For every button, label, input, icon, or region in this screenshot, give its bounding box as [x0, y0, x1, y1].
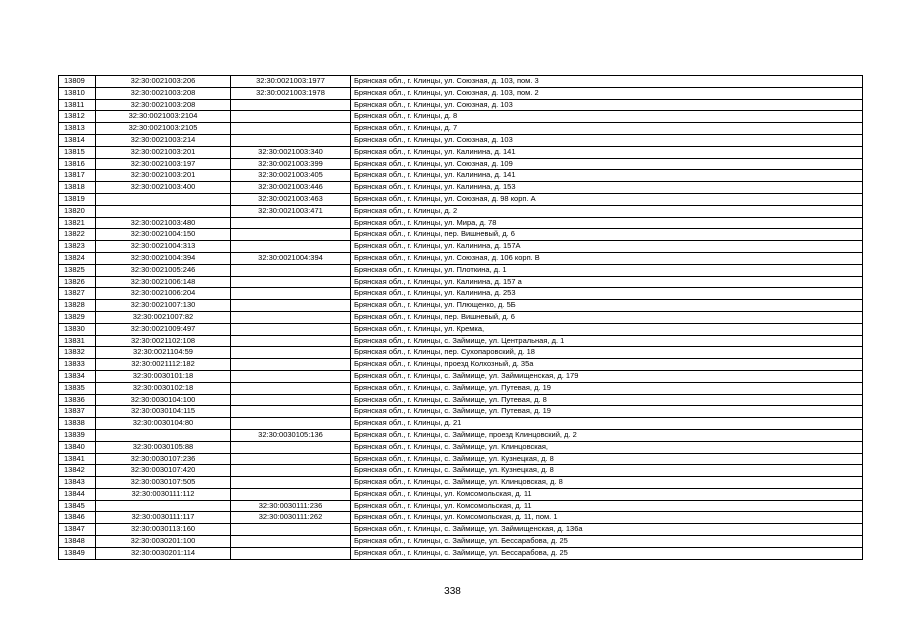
row-number-cell: 13823 [59, 241, 96, 253]
row-number-cell: 13817 [59, 170, 96, 182]
address-cell: Брянская обл., г. Клинцы, ул. Калинина, д. 157 а [351, 276, 863, 288]
registry-table-container [58, 75, 862, 560]
row-number-cell: 13847 [59, 524, 96, 536]
table-row [59, 276, 863, 288]
table-row [59, 394, 863, 406]
address-cell: Брянская обл., г. Клинцы, с. Займище, ул. Клинцовская, д. 8 [351, 477, 863, 489]
cadastral-number-cell: 32:30:0021003:2104 [96, 111, 231, 123]
related-cadastral-number-cell: 32:30:0030111:262 [231, 512, 351, 524]
related-cadastral-number-cell [231, 335, 351, 347]
table-row [59, 488, 863, 500]
related-cadastral-number-cell [231, 311, 351, 323]
address-cell: Брянская обл., г. Клинцы, д. 8 [351, 111, 863, 123]
cadastral-number-cell: 32:30:0021003:197 [96, 158, 231, 170]
row-number-cell: 13816 [59, 158, 96, 170]
cadastral-number-cell: 32:30:0021112:182 [96, 359, 231, 371]
related-cadastral-number-cell: 32:30:0030111:236 [231, 500, 351, 512]
table-row [59, 311, 863, 323]
row-number-cell: 13809 [59, 76, 96, 88]
cadastral-number-cell: 32:30:0030107:420 [96, 465, 231, 477]
table-row [59, 264, 863, 276]
cadastral-number-cell: 32:30:0021003:400 [96, 182, 231, 194]
table-row [59, 512, 863, 524]
address-cell: Брянская обл., г. Клинцы, ул. Плющенко, д. 5Б [351, 300, 863, 312]
table-row [59, 524, 863, 536]
row-number-cell: 13815 [59, 146, 96, 158]
address-cell: Брянская обл., г. Клинцы, пер. Сухопаровский, д. 18 [351, 347, 863, 359]
related-cadastral-number-cell [231, 300, 351, 312]
related-cadastral-number-cell [231, 382, 351, 394]
address-cell: Брянская обл., г. Клинцы, проезд Колхозный, д. 35а [351, 359, 863, 371]
table-row [59, 382, 863, 394]
address-cell: Брянская обл., г. Клинцы, д. 2 [351, 205, 863, 217]
row-number-cell: 13820 [59, 205, 96, 217]
table-row [59, 193, 863, 205]
related-cadastral-number-cell [231, 347, 351, 359]
table-row [59, 441, 863, 453]
cadastral-number-cell: 32:30:0030104:115 [96, 406, 231, 418]
row-number-cell: 13849 [59, 547, 96, 559]
related-cadastral-number-cell [231, 123, 351, 135]
related-cadastral-number-cell [231, 111, 351, 123]
address-cell: Брянская обл., г. Клинцы, ул. Союзная, д. 98 корп. А [351, 193, 863, 205]
related-cadastral-number-cell: 32:30:0021003:1977 [231, 76, 351, 88]
row-number-cell: 13835 [59, 382, 96, 394]
row-number-cell: 13845 [59, 500, 96, 512]
row-number-cell: 13833 [59, 359, 96, 371]
related-cadastral-number-cell: 32:30:0030105:136 [231, 429, 351, 441]
address-cell: Брянская обл., г. Клинцы, ул. Союзная, д. 106 корп. В [351, 252, 863, 264]
related-cadastral-number-cell: 32:30:0021003:471 [231, 205, 351, 217]
table-row [59, 477, 863, 489]
table-row [59, 335, 863, 347]
related-cadastral-number-cell [231, 524, 351, 536]
row-number-cell: 13840 [59, 441, 96, 453]
row-number-cell: 13813 [59, 123, 96, 135]
related-cadastral-number-cell: 32:30:0021003:1978 [231, 87, 351, 99]
table-row [59, 76, 863, 88]
address-cell: Брянская обл., г. Клинцы, с. Займище, ул. Займищенская, д. 179 [351, 370, 863, 382]
row-number-cell: 13846 [59, 512, 96, 524]
table-row [59, 87, 863, 99]
cadastral-number-cell: 32:30:0030107:236 [96, 453, 231, 465]
related-cadastral-number-cell: 32:30:0021003:405 [231, 170, 351, 182]
address-cell: Брянская обл., г. Клинцы, с. Займище, проезд Клинцовский, д. 2 [351, 429, 863, 441]
address-cell: Брянская обл., г. Клинцы, ул. Союзная, д. 103 [351, 134, 863, 146]
address-cell: Брянская обл., г. Клинцы, с. Займище, ул. Клинцовская, [351, 441, 863, 453]
row-number-cell: 13827 [59, 288, 96, 300]
address-cell: Брянская обл., г. Клинцы, с. Займище, ул. Путевая, д. 19 [351, 406, 863, 418]
table-row [59, 99, 863, 111]
cadastral-number-cell: 32:30:0030201:114 [96, 547, 231, 559]
related-cadastral-number-cell: 32:30:0021003:463 [231, 193, 351, 205]
related-cadastral-number-cell [231, 418, 351, 430]
row-number-cell: 13836 [59, 394, 96, 406]
cadastral-number-cell [96, 500, 231, 512]
address-cell: Брянская обл., г. Клинцы, с. Займище, ул. Путевая, д. 19 [351, 382, 863, 394]
address-cell: Брянская обл., г. Клинцы, ул. Союзная, д. 103, пом. 2 [351, 87, 863, 99]
related-cadastral-number-cell [231, 288, 351, 300]
table-row [59, 370, 863, 382]
address-cell: Брянская обл., г. Клинцы, с. Займище, ул. Бессарабова, д. 25 [351, 536, 863, 548]
address-cell: Брянская обл., г. Клинцы, ул. Союзная, д. 103 [351, 99, 863, 111]
cadastral-number-cell: 32:30:0030111:117 [96, 512, 231, 524]
cadastral-number-cell: 32:30:0021004:394 [96, 252, 231, 264]
table-row [59, 406, 863, 418]
table-row [59, 134, 863, 146]
table-row [59, 123, 863, 135]
table-row [59, 429, 863, 441]
cadastral-number-cell: 32:30:0021003:201 [96, 170, 231, 182]
address-cell: Брянская обл., г. Клинцы, ул. Калинина, д. 157А [351, 241, 863, 253]
table-row [59, 170, 863, 182]
registry-table [58, 75, 863, 560]
cadastral-number-cell: 32:30:0021003:480 [96, 217, 231, 229]
cadastral-number-cell: 32:30:0030101:18 [96, 370, 231, 382]
cadastral-number-cell: 32:30:0030104:100 [96, 394, 231, 406]
cadastral-number-cell [96, 429, 231, 441]
table-row [59, 500, 863, 512]
related-cadastral-number-cell [231, 359, 351, 371]
related-cadastral-number-cell: 32:30:0021003:399 [231, 158, 351, 170]
cadastral-number-cell: 32:30:0021006:204 [96, 288, 231, 300]
related-cadastral-number-cell [231, 547, 351, 559]
address-cell: Брянская обл., г. Клинцы, ул. Плоткина, д. 1 [351, 264, 863, 276]
cadastral-number-cell: 32:30:0030107:505 [96, 477, 231, 489]
address-cell: Брянская обл., г. Клинцы, с. Займище, ул. Бессарабова, д. 25 [351, 547, 863, 559]
table-row [59, 323, 863, 335]
related-cadastral-number-cell: 32:30:0021003:446 [231, 182, 351, 194]
row-number-cell: 13834 [59, 370, 96, 382]
row-number-cell: 13824 [59, 252, 96, 264]
row-number-cell: 13826 [59, 276, 96, 288]
cadastral-number-cell [96, 193, 231, 205]
related-cadastral-number-cell [231, 488, 351, 500]
related-cadastral-number-cell [231, 229, 351, 241]
cadastral-number-cell: 32:30:0021009:497 [96, 323, 231, 335]
related-cadastral-number-cell [231, 453, 351, 465]
related-cadastral-number-cell [231, 241, 351, 253]
related-cadastral-number-cell: 32:30:0021003:340 [231, 146, 351, 158]
registry-table-body [59, 76, 863, 560]
related-cadastral-number-cell [231, 99, 351, 111]
address-cell: Брянская обл., г. Клинцы, с. Займище, ул. Кузнецкая, д. 8 [351, 465, 863, 477]
address-cell: Брянская обл., г. Клинцы, ул. Союзная, д. 109 [351, 158, 863, 170]
row-number-cell: 13819 [59, 193, 96, 205]
related-cadastral-number-cell [231, 441, 351, 453]
row-number-cell: 13844 [59, 488, 96, 500]
table-row [59, 547, 863, 559]
cadastral-number-cell: 32:30:0021003:2105 [96, 123, 231, 135]
row-number-cell: 13848 [59, 536, 96, 548]
row-number-cell: 13832 [59, 347, 96, 359]
table-row [59, 182, 863, 194]
row-number-cell: 13831 [59, 335, 96, 347]
address-cell: Брянская обл., г. Клинцы, ул. Комсомольская, д. 11 [351, 500, 863, 512]
table-row [59, 252, 863, 264]
row-number-cell: 13828 [59, 300, 96, 312]
cadastral-number-cell: 32:30:0021006:148 [96, 276, 231, 288]
row-number-cell: 13838 [59, 418, 96, 430]
related-cadastral-number-cell [231, 406, 351, 418]
address-cell: Брянская обл., г. Клинцы, д. 21 [351, 418, 863, 430]
address-cell: Брянская обл., г. Клинцы, ул. Калинина, д. 141 [351, 170, 863, 182]
table-row [59, 418, 863, 430]
row-number-cell: 13829 [59, 311, 96, 323]
cadastral-number-cell: 32:30:0021003:206 [96, 76, 231, 88]
row-number-cell: 13822 [59, 229, 96, 241]
cadastral-number-cell: 32:30:0030104:80 [96, 418, 231, 430]
row-number-cell: 13843 [59, 477, 96, 489]
cadastral-number-cell: 32:30:0021004:150 [96, 229, 231, 241]
address-cell: Брянская обл., г. Клинцы, ул. Калинина, д. 141 [351, 146, 863, 158]
address-cell: Брянская обл., г. Клинцы, ул. Калинина, д. 253 [351, 288, 863, 300]
cadastral-number-cell: 32:30:0030105:88 [96, 441, 231, 453]
row-number-cell: 13825 [59, 264, 96, 276]
row-number-cell: 13811 [59, 99, 96, 111]
address-cell: Брянская обл., г. Клинцы, ул. Комсомольская, д. 11 [351, 488, 863, 500]
table-row [59, 241, 863, 253]
table-row [59, 229, 863, 241]
table-row [59, 359, 863, 371]
address-cell: Брянская обл., г. Клинцы, с. Займище, ул. Кузнецкая, д. 8 [351, 453, 863, 465]
row-number-cell: 13839 [59, 429, 96, 441]
address-cell: Брянская обл., г. Клинцы, ул. Комсомольская, д. 11, пом. 1 [351, 512, 863, 524]
related-cadastral-number-cell [231, 477, 351, 489]
row-number-cell: 13821 [59, 217, 96, 229]
table-row [59, 300, 863, 312]
row-number-cell: 13812 [59, 111, 96, 123]
related-cadastral-number-cell [231, 394, 351, 406]
cadastral-number-cell: 32:30:0021003:208 [96, 99, 231, 111]
cadastral-number-cell: 32:30:0030111:112 [96, 488, 231, 500]
table-row [59, 347, 863, 359]
related-cadastral-number-cell [231, 276, 351, 288]
address-cell: Брянская обл., г. Клинцы, ул. Союзная, д. 103, пом. 3 [351, 76, 863, 88]
address-cell: Брянская обл., г. Клинцы, д. 7 [351, 123, 863, 135]
table-row [59, 453, 863, 465]
related-cadastral-number-cell [231, 264, 351, 276]
table-row [59, 146, 863, 158]
row-number-cell: 13830 [59, 323, 96, 335]
row-number-cell: 13814 [59, 134, 96, 146]
cadastral-number-cell [96, 205, 231, 217]
table-row [59, 288, 863, 300]
related-cadastral-number-cell [231, 323, 351, 335]
table-row [59, 217, 863, 229]
cadastral-number-cell: 32:30:0021004:313 [96, 241, 231, 253]
row-number-cell: 13837 [59, 406, 96, 418]
cadastral-number-cell: 32:30:0030201:100 [96, 536, 231, 548]
related-cadastral-number-cell [231, 465, 351, 477]
cadastral-number-cell: 32:30:0021007:130 [96, 300, 231, 312]
address-cell: Брянская обл., г. Клинцы, с. Займище, ул. Займищенская, д. 136а [351, 524, 863, 536]
related-cadastral-number-cell [231, 536, 351, 548]
address-cell: Брянская обл., г. Клинцы, пер. Вишневый, д. 6 [351, 311, 863, 323]
cadastral-number-cell: 32:30:0021102:108 [96, 335, 231, 347]
row-number-cell: 13841 [59, 453, 96, 465]
address-cell: Брянская обл., г. Клинцы, ул. Калинина, д. 153 [351, 182, 863, 194]
related-cadastral-number-cell [231, 134, 351, 146]
cadastral-number-cell: 32:30:0030102:18 [96, 382, 231, 394]
cadastral-number-cell: 32:30:0021005:246 [96, 264, 231, 276]
address-cell: Брянская обл., г. Клинцы, с. Займище, ул. Путевая, д. 8 [351, 394, 863, 406]
row-number-cell: 13842 [59, 465, 96, 477]
cadastral-number-cell: 32:30:0021007:82 [96, 311, 231, 323]
cadastral-number-cell: 32:30:0021104:59 [96, 347, 231, 359]
table-row [59, 111, 863, 123]
table-row [59, 205, 863, 217]
page-number: 338 [444, 586, 461, 597]
address-cell: Брянская обл., г. Клинцы, ул. Мира, д. 78 [351, 217, 863, 229]
cadastral-number-cell: 32:30:0021003:201 [96, 146, 231, 158]
related-cadastral-number-cell [231, 217, 351, 229]
table-row [59, 465, 863, 477]
table-row [59, 536, 863, 548]
related-cadastral-number-cell [231, 370, 351, 382]
address-cell: Брянская обл., г. Клинцы, пер. Вишневый, д. 6 [351, 229, 863, 241]
cadastral-number-cell: 32:30:0030113:160 [96, 524, 231, 536]
address-cell: Брянская обл., г. Клинцы, с. Займище, ул. Центральная, д. 1 [351, 335, 863, 347]
cadastral-number-cell: 32:30:0021003:208 [96, 87, 231, 99]
address-cell: Брянская обл., г. Клинцы, ул. Кремка, [351, 323, 863, 335]
table-row [59, 158, 863, 170]
row-number-cell: 13810 [59, 87, 96, 99]
cadastral-number-cell: 32:30:0021003:214 [96, 134, 231, 146]
row-number-cell: 13818 [59, 182, 96, 194]
related-cadastral-number-cell: 32:30:0021004:394 [231, 252, 351, 264]
